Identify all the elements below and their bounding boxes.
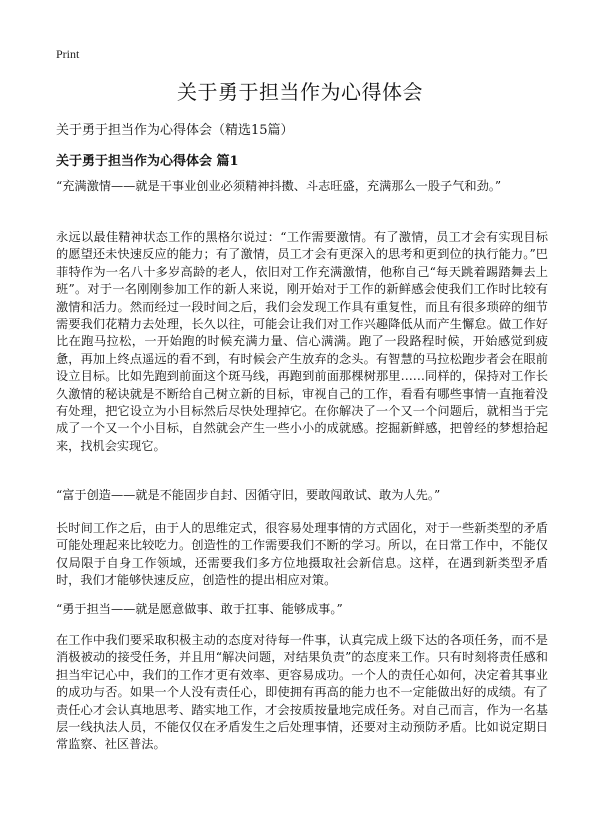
paragraph-responsibility-body: 在工作中我们要采取积极主动的态度对待每一件事，认真完成上级下达的各项任务，而不是消极被动的接受任务，并且用“解决问题，对结果负责”的态度来工作。只有时刻将责任感和担当牢记心中，我们的工作才更有效率、更容易成功。一个人的责任心如何，决定着其事业的成功与否。如果一个人没有责任心，即使拥有再高的能力也不一定能做出好的成绩。有了责任心才会认真地思考、踏实地工作，才会按质按量地完成任务。对自己而言，作为一名基层一线执法人员，不能仅仅在矛盾发生之后处理事情，还要对主动预防矛盾。比如说定期日常监察、社区普法。 xyxy=(56,633,548,752)
paragraph-passion-body: 永远以最佳精神状态工作的黑格尔说过：“工作需要激情。有了激情，员工才会有实现目标的愿望还未快速反应的能力；有了激情，员工才会有更深入的思考和更到位的执行能力。”巴菲特作为一名八十多岁高龄的老人，依旧对工作充满激情，他称自己“每天跳着踢踏舞去上班”。对于一名刚刚参加工作的新人来说，刚开始对于工作的新鲜感会使我们工作时比较有激情和活力。然而经过一段时间之后，我们会发现工作具有重复性，而且有很多琐碎的细节需要我们花精力去处理，长久以往，可能会让我们对工作兴趣降低从而产生懈怠。做工作好比在跑马拉松，一开始跑的时候充满力量、信心满满。跑了一段路程时候，开始感觉到疲惫，再加上终点遥远的看不到，有时候会产生放弃的念头。有智慧的马拉松跑步者会在眼前设立目标。比如先跑到前面这个斑马线，再跑到前面那棵树那里……同样的，保持对工作长久激情的秘诀就是不断给自己树立新的目标，审视自己的工作，看看有哪些事情一直拖着没有处理，把它设立为小目标然后尽快处理掉它。在你解决了一个又一个问题后，就相当于完成了一个又一个小目标，自然就会产生一些小小的成就感。挖掘新鲜感，把曾经的梦想拾起来，找机会实现它。 xyxy=(56,230,548,453)
document-subtitle: 关于勇于担当作为心得体会（精选15篇） xyxy=(56,123,294,138)
paragraph-creativity-quote: “富于创造——就是不能固步自封、因循守旧，要敢闯敢试、敢为人先。” xyxy=(56,488,441,502)
section-heading: 关于勇于担当作为心得体会 篇1 xyxy=(56,154,239,169)
print-link[interactable]: Print xyxy=(56,47,80,61)
paragraph-creativity-body: 长时间工作之后，由于人的思维定式，很容易处理事情的方式固化，对于一些新类型的矛盾可能处理起来比较吃力。创造性的工作需要我们不断的学习。所以，在日常工作中，不能仅仅局限于自身工作领域，还需要我们多方位地摄取社会新信息。这样，在遇到新类型矛盾时，我们才能够快速反应，创造性的提出相应对策。 xyxy=(56,521,548,588)
paragraph-responsibility-quote: “勇于担当——就是愿意做事、敢于扛事、能够成事。” xyxy=(56,602,343,616)
page-title: 关于勇于担当作为心得体会 xyxy=(177,80,423,104)
paragraph-passion-quote: “充满激情——就是干事业创业必须精神抖擞、斗志旺盛，充满那么一股子气和劲。” xyxy=(56,179,502,193)
